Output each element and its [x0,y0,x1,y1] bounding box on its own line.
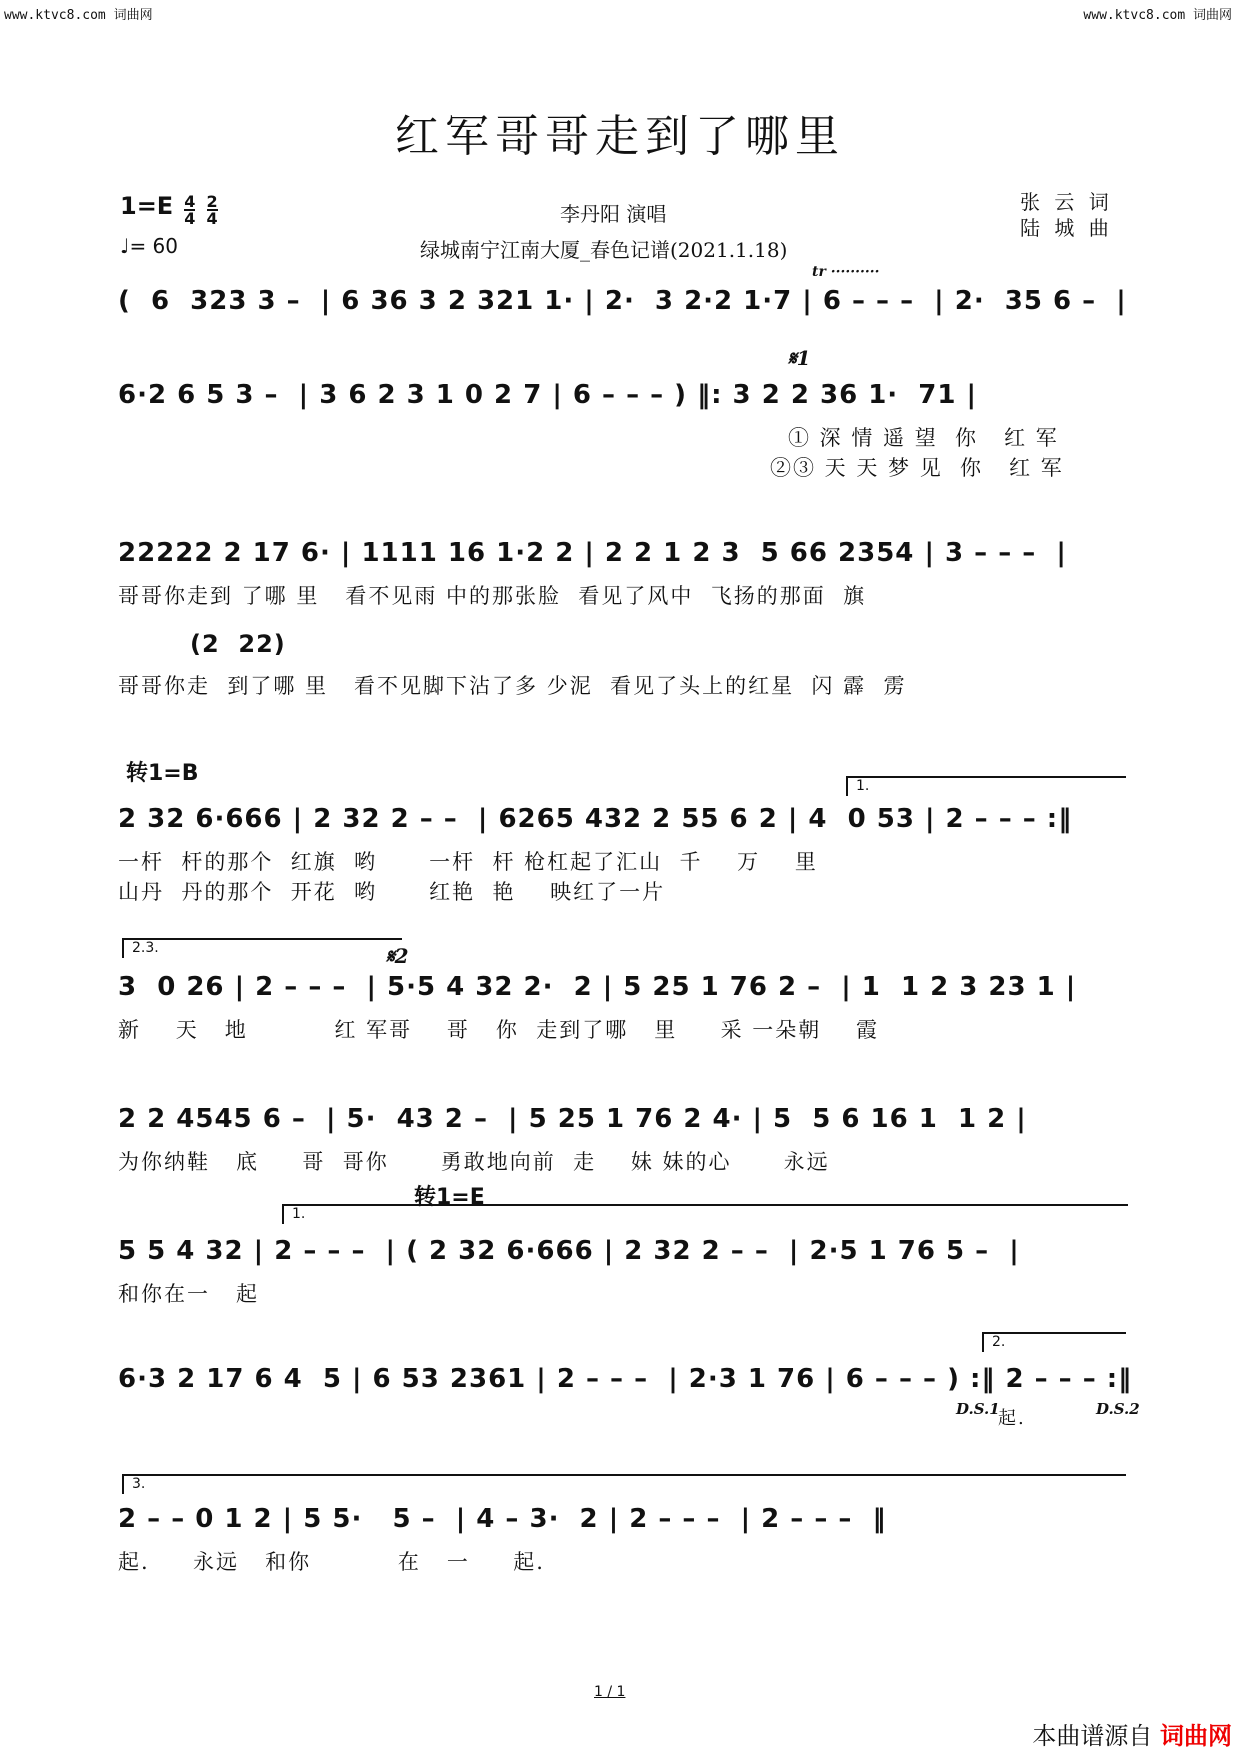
source-credit[interactable] [1032,1716,1232,1751]
segno-1: 𝄋1 [788,346,811,370]
lyrics-row-5-verse-2: 山丹 丹的那个 开花 哟 红艳 艳 映红了一片 [118,880,666,904]
ds1-qi: 起. [998,1408,1026,1429]
score-row-7: 2 2 4545 6 – | 5· 43 2 – | 5 25 1 76 2 4· | 5 5 6 16 1 1 2 | [118,1104,1027,1134]
site-url-left[interactable]: www.ktvc8.com 词曲网 [4,8,153,23]
score-row-5: 2 32 6·666 | 2 32 2 – – | 6265 432 2 55 6 2 | 4 0 53 | 2 – – – :‖ [118,804,1073,834]
volta-2: 2. [982,1332,1126,1352]
modulation-e: 转1=E [414,1185,485,1210]
lyrics-row-8: 和你在一 起 [118,1282,260,1306]
lyrics-row-4: 哥哥你走 到了哪 里 看不见脚下沾了多 少泥 看见了头上的红星 闪 霹 雳 [118,674,907,698]
key-signature: 1=E [120,192,174,220]
site-url-right[interactable]: www.ktvc8.com 词曲网 [1083,8,1232,23]
score-row-9: 6·3 2 17 6 4 5 | 6 53 2361 | 2 – – – | 2·3 1 76 | 6 – – – ) :‖ 2 – – – :‖ [118,1364,1133,1394]
singer: 李丹阳 演唱 [560,202,667,226]
modulation-b: 转1=B [126,761,199,786]
lyrics-row-5-verse-1: 一杆 杆的那个 红旗 哟 一杆 杆 枪杠起了汇山 千 万 里 [118,850,818,874]
key-signature-block [120,192,218,226]
score-row-1: ( 6 323 3 – | 6 36 3 2 321 1· | 2· 3 2·2 1·7 | 6 – – – | 2· 35 6 – | [118,286,1127,316]
ds1: D.S.1 [956,1400,1000,1418]
composer: 陆 城 曲 [1020,216,1113,240]
tempo: ♩= 60 [120,234,179,258]
small-note-alt: (2 22) [190,630,286,658]
lyricist: 张 云 词 [1020,190,1113,214]
score-row-2: 6·2 6 5 3 – | 3 6 2 3 1 0 2 7 | 6 – – – ) ‖: 3 2 2 36 1· 71 | [118,380,978,410]
volta-2-3: 2.3. [122,938,402,958]
volta-1b: 1. [282,1204,1128,1224]
lyrics-row-2-verse-2: ②③ 天 天 梦 见 你 红 军 [770,456,1064,480]
lyrics-row-3: 哥哥你走到 了哪 里 看不见雨 中的那张脸 看见了风中 飞扬的那面 旗 [118,584,867,608]
time-signature-2: $\frac{2}{4}$ [206,191,218,228]
quarter-note-icon: ♩ [120,234,130,258]
ds2: D.S.2 [1096,1400,1140,1418]
song-title: 红军哥哥走到了哪里 [395,111,845,162]
brand-logo[interactable]: 词曲网 [1160,1722,1232,1750]
volta-3: 3. [122,1474,1126,1494]
notator: 绿城南宁江南大厦_春色记谱(2021.1.18) [420,238,788,262]
time-signature-1: $\frac{4}{4}$ [184,191,196,228]
score-row-6: 3 0 26 | 2 – – – | 5·5 4 32 2· 2 | 5 25 1 76 2 – | 1 1 2 3 23 1 | [118,972,1077,1002]
score-row-8: 5 5 4 32 | 2 – – – | ( 2 32 6·666 | 2 32 2 – – | 2·5 1 76 5 – | [118,1236,1020,1266]
lyrics-row-6: 新 天 地 红 军哥 哥 你 走到了哪 里 采 一朵朝 霞 [118,1018,880,1042]
trill-mark: tr ·········· [812,264,880,280]
lyrics-row-7: 为你纳鞋 底 哥 哥你 勇敢地向前 走 妹 妹的心 永远 [118,1150,830,1174]
score-row-3: 22222 2 17 6· | 1111 16 1·2 2 | 2 2 1 2 3 5 66 2354 | 3 – – – | [118,538,1067,568]
lyrics-row-10: 起. 永远 和你 在 一 起. [118,1550,545,1574]
page-number: 1 / 1 [594,1684,626,1700]
volta-1a: 1. [846,776,1126,796]
source-label: 本曲谱源自 [1032,1722,1153,1750]
segno-2: 𝄋2 [386,944,409,968]
score-row-10: 2 – – 0 1 2 | 5 5· 5 – | 4 – 3· 2 | 2 – – – | 2 – – – ‖ [118,1504,887,1534]
lyrics-row-2-verse-1: ① 深 情 遥 望 你 红 军 [788,426,1059,450]
